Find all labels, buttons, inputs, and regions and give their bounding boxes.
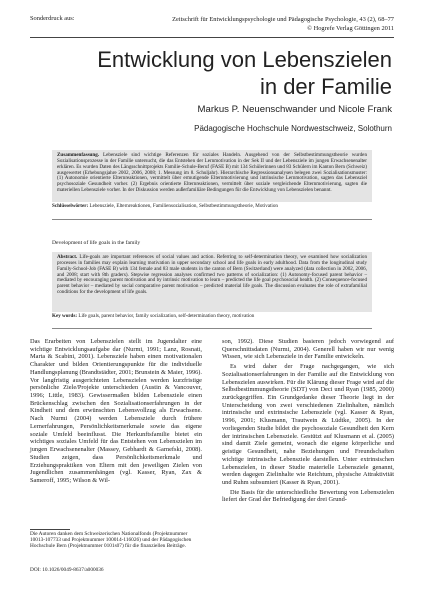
body-column-left [30,338,202,485]
keywords-german [52,203,372,209]
body-paragraph: Es wird daher der Frage nachgegangen, wie sich Sozialisationserfahrungen in der Familie auf die Entwicklung von Lebenszielen auswirken. Für die Klärung dieser Frage wird auf die Selbstbestimmungstheorie (SDT) von Deci und Ryan (1985, 2000) zurückgegriffen. Ein Grundgedanke dieser Theorie liegt in der Unterscheidung von zwei verschiedenen Zielinhalten, nämlich intrinsische und extrinsische Lebensziele (vgl. Kasser & Ryan, 1996, 2001; Klusmann, Trautwein & Lüdtke, 2005). In der vorliegenden Studie bildet die psychosoziale Gesundheit den Kern der intrinsischen Lebensziele. Gestützt auf Klusmann et al. (2005) sind damit Ziele gemeint, wonach die eigene körperliche und geistige Gesundheit, nahe Beziehungen und Freundschaften wichtige intrinsische Lebensziele darstellen. Unter extrinsischen Lebenszielen, in dieser Studie materielle Lebensziele genannt, werden dagegen Zielinhalte wie Reichtum, physische Attraktivität und Ruhm subsumiert (Kasser & Ryan, 2001). [222,363,394,486]
keywords-english-label: Key words: [52,313,78,319]
doi: DOI: 10.1026/0049-8637/a000036 [30,567,104,573]
affiliation: Pädagogische Hochschule Nordwestschweiz, Solothurn [194,124,392,133]
body-column-right [222,338,394,504]
journal-name: Zeitschrift für Entwicklungspsychologie und Pädagogische Psychologie, 43 (2), 68–77 [172,16,394,23]
authors: Markus P. Neuenschwander und Nicole Frank [197,104,392,115]
title-line-2: in der Familie [259,74,392,99]
footnote-rule [30,529,70,530]
keywords-german-text: Lebensziele, Elternreaktionen, Familiensozialisation, Selbstbestimmungstheorie, Motivation [89,203,278,209]
abstract-divider [52,219,372,220]
english-title: Development of life goals in the family [52,240,141,246]
keywords-english [52,313,372,319]
header-rule [30,37,394,38]
abstract-german-label: Zusammenfassung. [57,152,100,158]
reprint-label: Sonderdruck aus: [30,15,75,22]
body-divider [52,328,372,329]
abstract-english [52,252,372,312]
journal-citation [172,15,394,33]
body-paragraph: Das Erarbeiten von Lebenszielen stellt im Jugendalter eine wichtige Entwicklungsaufgabe dar (Nurmi, 1991; Lanz, Rosnati, Marta & Scabini, 2001). Lebensziele haben einen motivationalen Charakter und bilden Orientierungspunkte für die individuelle Handlungsplanung (Brandtstädter, 2001; Brunstein & Maier, 1996). Vor langfristig ausgerichteten Lebenszielen werden kurzfristige persönliche Ziele/Projekte unterschieden (Austin & Vancouver, 1996; Little, 1983). Gewissermaßen bilden Lebensziele einen Brückenschlag zwischen den Sozialisationserfahrungen in der Kindheit und dem erwünschten Lebensvollzug als Erwachsene. Nach Nurmi (2004) werden Lebensziele durch frühere Lernerfahrungen, Persönlichkeitsmerkmale sowie das eigene soziale Umfeld beeinflusst. Die Herkunftsfamilie bietet ein wichtiges soziales Umfeld für das Entstehen von Lebenszielen im jungen Erwachsenenalter (Massey, Gebhardt & Garnefski, 2008). Studien zeigen, dass Persönlichkeitsmerkmale und Erziehungspraktiken von Eltern mit den jeweiligen Zielen von Jugendlichen zusammenhängen (vgl. Kasser, Ryan, Zax & Sameroff, 1995; Wilson & Wil- [30,338,202,484]
abstract-german-text: Lebensziele sind wichtige Referenzen für soziales Handeln. Ausgehend von der Selbstbestimmungstheorie wurden Sozialisationsprozesse in der Familie untersucht, die das Entstehen der Lernmotivation in der Sek II und der Lebensziele im jungen Erwachsenenalter erklären. Es wurden Daten des Längsschnittprojekts Familie-Schule-Beruf (FASE B) mit 134 Schülerinnen und 83 Schülern im Kanton Bern (Schweiz) ausgewertet (Erhebungsjahre 2002, 2006, 2008; 1. Messung im 8. Schuljahr). Hierarchische Regressionsanalysen belegen zwei Sozialisationsmuster: (1) Autonomie orientierte Elternreaktionen, vermittelt über ermutigende Elternmotivierung und intrinsische Lernmotivation, sagten das Lebensziel psychosoziale Gesundheit vorher. (2) Ergebnis orientierte Elternreaktionen, vermittelt über soziale vergleichende Elternmotivierung, sagten die materiellen Lebensziele vorher. In der Diskussion werden außerfamiliäre Bedingungen für die Entwicklung von Lebenszielen benannt. [57,152,367,194]
abstract-english-text: Life-goals are important references of social values and action. Referring to self-determination theory, we examined how socialization processes in families may explain learning motivation in upper secondary school and life goals in early adulthood. Data from the longitudinal study Family-School-Job (FASE B) with 134 female and 83 male students in the canton of Bern (Switzerland) were analyzed (data collection in 2002, 2006, and 2008; start with 8th graders). Stepwise regression analyses confirmed two patterns of socialization: (1) Autonomy-focused parent behavior – mediated by encouraging parent motivation and by intrinsic motivation to learn – predicted the life goal psychosocial health. (2) Consequence-focused parent behavior – mediated by social comparative parent motivation – predicted material life goals. The discussion evaluates the role of extrafamilial conditions for the development of life goals. [57,254,367,296]
abstract-english-label: Abstract. [57,254,78,260]
keywords-german-label: Schlüsselwörter: [52,203,89,209]
funding-footnote: Die Autoren danken dem Schweizerischen Nationalfonds (Projektnummer 10013-107733 und Projektnummer 100014-116026) und der Pädagogischen Hochschule Bern (Projektnummer 0101s07) für die finanziellen Beiträge. [30,531,192,550]
body-paragraph: Die Basis für die unterschiedliche Bewertung von Lebenszielen liefert der Grad der Befriedigung der drei Grund- [222,488,394,504]
body-paragraph: son, 1992). Diese Studien basieren jedoch vorwiegend auf Querschnittsdaten (Nurmi, 2004). Generell haben wir nur wenig Wissen, wie sich Lebensziele in der Familie entwickeln. [222,338,394,361]
title-line-1: Entwicklung von Lebenszielen [97,47,392,72]
keywords-english-text: Life goals, parent behavior, family socialization, self-determination theory, motivation [78,313,255,319]
abstract-german [52,150,372,202]
article-title [30,46,392,100]
copyright-line: © Hogrefe Verlag Göttingen 2011 [307,25,394,32]
